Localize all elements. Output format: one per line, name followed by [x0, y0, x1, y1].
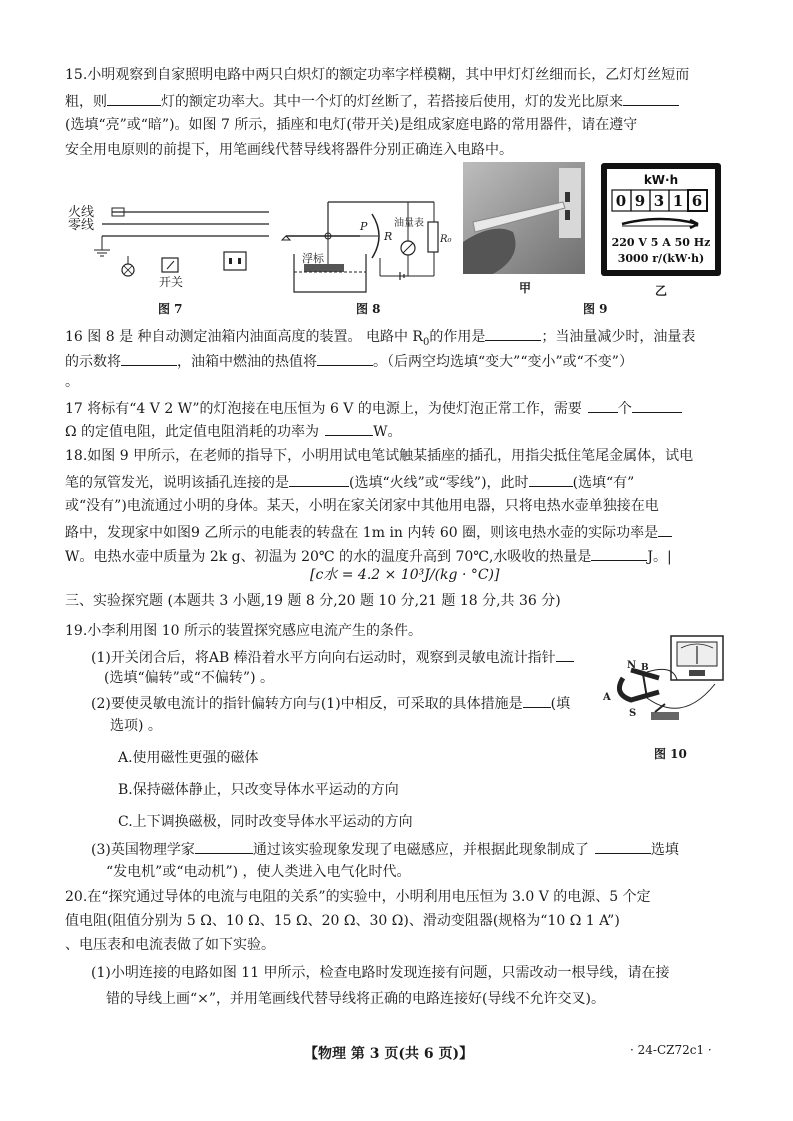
q16-text: 的作用是 — [429, 329, 486, 345]
figure-10-caption: 图 10 — [654, 747, 687, 761]
q16-text: 的示数将 — [65, 354, 121, 370]
answer-blank[interactable] — [632, 397, 682, 413]
q19-line-4 — [91, 692, 570, 714]
q18-line-5 — [65, 545, 672, 567]
answer-blank[interactable] — [107, 90, 161, 106]
q19-option-c: C.上下调换磁极，同时改变导体水平运动的方向 — [118, 814, 413, 830]
q16-text: 16 图 8 是 种自动测定油箱内油面高度的装置。 电路中 R — [65, 329, 423, 345]
q18-line-4 — [65, 521, 672, 543]
q19-line-2 — [91, 646, 574, 668]
answer-blank[interactable] — [595, 838, 651, 854]
q15-line-1: 15.小明观察到自家照明电路中两只白炽灯的额定功率字样模糊，其中甲灯灯丝细而长，乙灯灯丝短而 — [65, 67, 690, 83]
q19-text: (1)开关闭合后，将AB 棒沿着水平方向向右运动时，观察到灵敏电流计指针 — [91, 650, 556, 666]
figure-7-caption: 图 7 — [158, 302, 183, 316]
answer-blank[interactable] — [121, 350, 177, 366]
q20-line-5: 错的导线上画“×”，并用笔画线代替导线将正确的电路连接好(导线不允许交叉)。 — [106, 991, 605, 1007]
q19-text: (3)英国物理学家 — [91, 842, 195, 858]
q19-line-5: 选项) 。 — [110, 718, 162, 734]
meter-digit: 3 — [653, 192, 665, 210]
q16-line-1 — [65, 325, 695, 353]
q16-line-3: 。 — [65, 374, 79, 390]
q18-line-2 — [65, 471, 634, 493]
q17-text: 个 — [617, 401, 632, 417]
q15-text: 灯的额定功率大。其中一个灯的灯丝断了，若搭接后使用，灯的发光比原来 — [161, 94, 623, 110]
meter-digit: 9 — [634, 192, 646, 210]
answer-blank[interactable] — [591, 545, 647, 561]
meter-spec-voltage: 220 V 5 A 50 Hz — [611, 236, 711, 249]
q19-text: 选填 — [650, 842, 679, 858]
answer-blank[interactable] — [623, 90, 679, 106]
q19-text: (填 — [550, 696, 571, 712]
footer-page-number: 【物理 第 3 页(共 6 页)】 — [304, 1046, 474, 1062]
q19-option-b: B.保持磁体静止，只改变导体水平运动的方向 — [118, 782, 399, 798]
q20-line-4: (1)小明连接的电路如图 11 甲所示，检查电路时发现连接有问题，只需改动一根导线，请在接 — [91, 965, 670, 981]
answer-blank[interactable] — [289, 471, 349, 487]
q20-line-3: 、电压表和电流表做了如下实验。 — [65, 937, 275, 953]
figure-8-caption: 图 8 — [356, 302, 381, 316]
q19-line-10: “发电机”或“电动机”) ，使人类进入电气化时代。 — [106, 864, 411, 880]
q16-text: ；当油量减少时，油量表 — [541, 329, 696, 345]
q20-line-2: 值电阻(阻值分别为 5 Ω、10 Ω、15 Ω、20 Ω、30 Ω)、滑动变阻器(规格为“10 Ω 1 A”) — [65, 913, 620, 929]
answer-blank[interactable] — [556, 646, 574, 662]
fig10-s-label: S — [629, 708, 637, 719]
figure-9-yi-label: 乙 — [655, 284, 668, 298]
fig7-neutral-label: 零线 — [68, 218, 95, 233]
q18-text: 路中，发现家中如图9 乙所示的电能表的转盘在 1m in 内转 60 圈，则该电热水壶的实际功率是 — [65, 525, 659, 541]
answer-blank[interactable] — [325, 420, 373, 436]
meter-unit: kW·h — [643, 173, 679, 187]
q15-line-3: (选填“亮”或“暗”)。如图 7 所示，插座和电灯(带开关)是组成家庭电路的常用器件，请在遵守 — [65, 117, 638, 133]
q18-text: (选填“火线”或“零线”)，此时 — [349, 475, 529, 491]
q17-text: Ω 的定值电阻，此定值电阻消耗的功率为 — [65, 424, 320, 440]
fig8-r-label: R — [384, 230, 393, 243]
q16-text: ，油箱中燃油的热值将 — [177, 354, 317, 370]
fig10-n-label: N — [627, 660, 637, 671]
q16-text: 。（后两空均选填“变大”“变小”或“不变”） — [373, 354, 633, 370]
section-3-heading: 三、实验探究题 (本题共 3 小题,19 题 8 分,20 题 10 分,21 题 18 分,共 36 分) — [65, 593, 561, 609]
figure-9-jia-photo — [463, 162, 585, 274]
q17-text: W。 — [373, 424, 402, 440]
q18-text: J。| — [647, 549, 672, 565]
fig10-b-label: B — [641, 663, 649, 673]
fig8-r0-label: R₀ — [440, 234, 452, 245]
q19-text: (2)要使灵敏电流计的指针偏转方向与(1)中相反，可采取的具体措施是 — [91, 696, 523, 712]
figure-9-jia-label: 甲 — [519, 281, 532, 295]
meter-digit: 0 — [615, 192, 627, 210]
q15-line-2 — [65, 90, 679, 112]
answer-blank[interactable] — [523, 692, 551, 708]
q18-text: (选填“有” — [572, 475, 635, 491]
figure-9-yi-energy-meter — [600, 162, 722, 277]
meter-digit: 1 — [672, 192, 684, 210]
q17-text: 17 将标有“4 V 2 W”的灯泡接在电压恒为 6 V 的电源上，为使灯泡正常工作，需要 — [65, 401, 582, 417]
meter-spec-revs: 3000 r/(kW·h) — [617, 252, 705, 265]
q19-line-9 — [91, 838, 679, 860]
figure-8-circuit — [280, 196, 450, 296]
figure-7-circuit — [64, 196, 274, 290]
figure-10-apparatus — [603, 634, 735, 734]
fig8-p-label: P — [360, 220, 368, 233]
answer-blank[interactable] — [195, 838, 253, 854]
meter-digit: 6 — [691, 192, 703, 210]
answer-blank[interactable] — [529, 471, 573, 487]
q18-line-3: 或“没有”)电流通过小明的身体。某天，小明在家关闭家中其他用电器，只将电热水壶单独接在电 — [65, 498, 659, 514]
q19-line-3: (选填“偏转”或“不偏转”) 。 — [104, 670, 275, 686]
answer-blank[interactable] — [485, 325, 541, 341]
fig8-float-label: 浮标 — [302, 252, 324, 265]
answer-blank[interactable] — [658, 521, 672, 537]
figure-9-caption: 图 9 — [583, 302, 608, 316]
q17-line-2 — [65, 420, 401, 442]
q18-text: W。电热水壶中质量为 2k g、初温为 20℃ 的水的温度升高到 70℃,水吸收的热量是 — [65, 549, 592, 565]
footer-exam-code: · 24-CZ72c1 · — [630, 1043, 712, 1057]
q16-line-2 — [65, 350, 633, 372]
fig10-a-label: A — [603, 692, 611, 703]
q18-text: 笔的氖管发光，说明该插孔连接的是 — [65, 475, 289, 491]
answer-blank[interactable] — [317, 350, 373, 366]
q19-option-a: A.使用磁性更强的磁体 — [118, 750, 259, 766]
q15-text: 粗，则 — [65, 94, 107, 110]
fig7-switch-label: 开关 — [159, 275, 184, 289]
q18-line-1: 18.如图 9 甲所示，在老师的指导下，小明用试电笔试触某插座的插孔，用指尖抵住笔尾金属体，试电 — [65, 448, 694, 464]
fig7-live-label: 火线 — [68, 205, 95, 220]
fig8-meter-label: 油量表 — [394, 218, 424, 229]
q19-text: 通过该实验现象发现了电磁感应，并根据此现象制成了 — [252, 842, 589, 858]
answer-blank[interactable] — [588, 397, 618, 413]
q19-line-1: 19.小李利用图 10 所示的装置探究感应电流产生的条件。 — [65, 623, 422, 639]
q15-line-4: 安全用电原则的前提下，用笔画线代替导线将器件分别正确连入电路中。 — [65, 142, 513, 158]
q18-formula: [c水 = 4.2 × 10³J/(kg · °C)] — [310, 567, 500, 583]
q20-line-1: 20.在“探究通过导体的电流与电阻的关系”的实验中，小明利用电压恒为 3.0 V 的电源、5 个定 — [65, 889, 651, 905]
q17-line-1 — [65, 397, 682, 419]
q16-subscript: 0 — [422, 336, 430, 348]
